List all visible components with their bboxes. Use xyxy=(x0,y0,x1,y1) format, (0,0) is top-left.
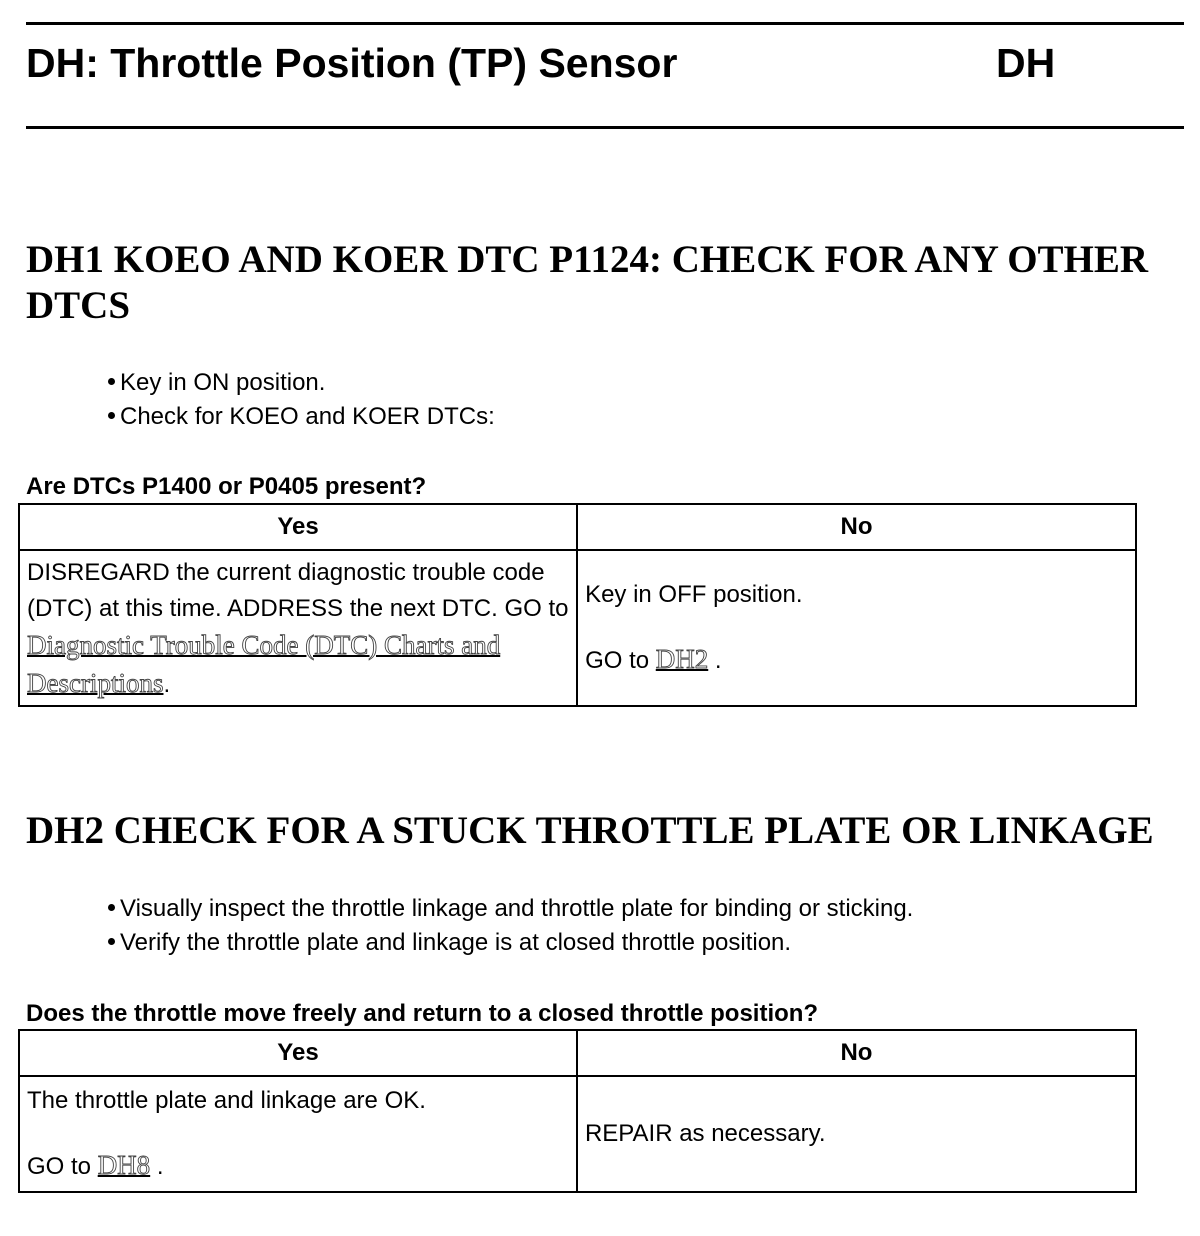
list-item: Verify the throttle plate and linkage is at closed throttle position. xyxy=(108,926,913,960)
yes-goto: GO to DH8 . xyxy=(27,1150,164,1180)
dh8-link[interactable]: DH8 xyxy=(97,1150,151,1180)
list-item: Visually inspect the throttle linkage and throttle plate for binding or sticking. xyxy=(108,892,913,926)
step-dh1-heading xyxy=(26,237,1186,329)
no-goto: GO to DH2 . xyxy=(585,644,722,674)
no-cell xyxy=(577,550,1136,706)
yes-cell xyxy=(19,1076,577,1192)
step-dh1-heading-line2: DTCS xyxy=(26,284,131,327)
header-bottom-rule xyxy=(26,126,1184,129)
section-code: DH xyxy=(996,40,1056,86)
step-dh2-bullet-list xyxy=(108,892,913,960)
step-dh1-question: Are DTCs P1400 or P0405 present? xyxy=(26,473,427,500)
step-dh1-answer-table xyxy=(18,503,1137,707)
page-title: DH: Throttle Position (TP) Sensor xyxy=(26,40,678,86)
yes-instruction-end: . xyxy=(163,671,171,698)
yes-instruction: DISREGARD the current diagnostic trouble code (DTC) at this time. ADDRESS the next DTC. GO to xyxy=(27,559,569,622)
bullet-icon xyxy=(108,938,115,945)
bullet-icon xyxy=(108,412,115,419)
top-rule xyxy=(26,22,1184,25)
bullet-icon xyxy=(108,378,115,385)
yes-cell xyxy=(19,550,577,706)
no-instruction: REPAIR as necessary. xyxy=(584,1120,826,1147)
step-dh2-question: Does the throttle move freely and return to a closed throttle position? xyxy=(26,1000,819,1027)
step-dh1-heading-line1: DH1 KOEO AND KOER DTC P1124: CHECK FOR ANY OTHER xyxy=(26,238,1149,281)
no-column-header: No xyxy=(577,504,1136,550)
dtc-charts-link[interactable]: Diagnostic Trouble Code (DTC) Charts and Descriptions xyxy=(27,630,501,698)
step-dh2-answer-table xyxy=(18,1029,1137,1193)
yes-column-header: Yes xyxy=(19,1030,577,1076)
no-instruction: Key in OFF position. xyxy=(585,581,803,608)
bullet-icon xyxy=(108,904,115,911)
no-column-header: No xyxy=(577,1030,1136,1076)
step-dh1-bullet-list xyxy=(108,366,495,434)
no-cell xyxy=(577,1076,1136,1192)
dh2-link[interactable]: DH2 xyxy=(655,644,709,674)
step-dh2-heading: DH2 CHECK FOR A STUCK THROTTLE PLATE OR LINKAGE xyxy=(26,809,1154,852)
list-item: Check for KOEO and KOER DTCs: xyxy=(108,400,495,434)
yes-column-header: Yes xyxy=(19,504,577,550)
yes-instruction: The throttle plate and linkage are OK. xyxy=(27,1087,426,1114)
list-item: Key in ON position. xyxy=(108,366,495,400)
